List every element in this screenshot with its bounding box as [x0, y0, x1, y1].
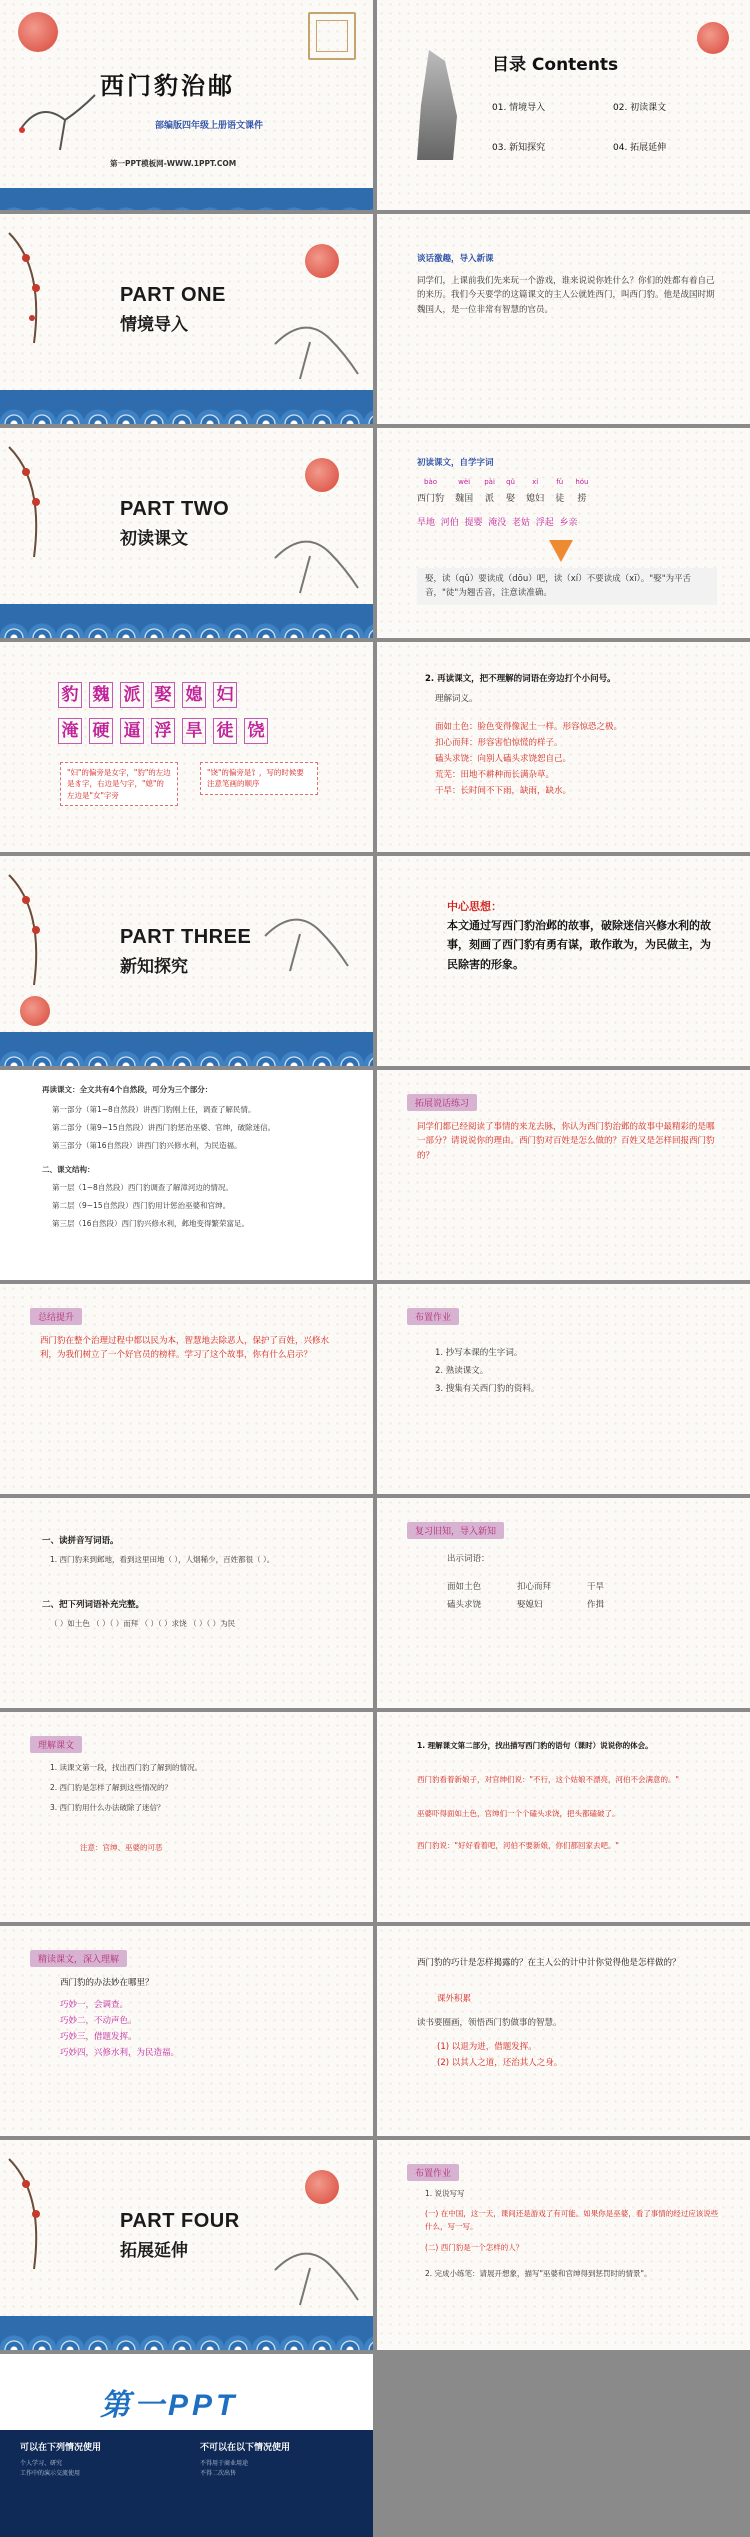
hw-item-1: 1. 抄写本课的生字词。	[435, 1348, 523, 1358]
assign-2: (一) 在中国，这一天，课间还是游戏了有可能。如果你是巫婆，看了事情的经过应该说些什么，写一写。	[425, 2209, 719, 2231]
exercise-line-1: 1. 西门豹来到邺地，看到这里田地（ ），人烟稀少，百姓都很（ ）。	[50, 1555, 275, 1564]
plum-branch-icon	[4, 870, 74, 990]
char-row-2	[58, 718, 275, 744]
item-2: (2) 以其人之道，还治其人之身。	[437, 2058, 563, 2068]
word-3: pài 派	[484, 478, 495, 504]
section-tag: 理解课文	[30, 1736, 82, 1753]
line-6: 第一层（1~8自然段）西门豹调查了解漳河边的情况。	[52, 1183, 233, 1192]
slide-speaking[interactable]	[377, 1070, 750, 1280]
word-1: bào 西门豹	[417, 478, 445, 504]
slide-understand[interactable]	[0, 1712, 373, 1922]
pronunciation-note: 娶，读（qǔ）要读成（dōu）吧，读（xí）不要读成（xī）。"娶"为平舌音，"徒"为翘舌音，注意读准确。	[417, 568, 717, 605]
review-label: 出示词语：	[447, 1554, 490, 1564]
def-2: 扣心而拜：形容害怕惊慌的样子。	[435, 738, 563, 748]
part-title-en: PART TWO	[120, 498, 230, 520]
char-cell: 娶	[151, 682, 175, 708]
word-4: qǔ 娶	[506, 478, 516, 504]
section-tag: 布置作业	[407, 2164, 459, 2181]
section-tag: 精读课文，深入理解	[30, 1950, 127, 1967]
char-cell: 浮	[151, 718, 175, 744]
body-text: 读书要圈画，领悟西门豹做事的智慧。	[417, 2018, 562, 2028]
part-title-en: PART ONE	[120, 284, 226, 306]
wave-decoration	[0, 604, 373, 638]
allowed-title: 可以在下列情况使用	[20, 2443, 102, 2453]
word-5: xí 媳妇	[526, 478, 545, 504]
def-4: 荒芜：田地不耕种而长满杂草。	[435, 770, 555, 780]
crane-icon	[260, 906, 350, 976]
menu-item-4[interactable]: 04. 拓展延伸	[613, 143, 667, 153]
slide-homework[interactable]	[377, 1284, 750, 1494]
allowed-line-1: 个人学习、研究	[20, 2460, 63, 2467]
highlight-note: 注意：官绅、巫婆的可恶	[80, 1843, 163, 1852]
slide-part-three[interactable]	[0, 856, 373, 1066]
slide-part-four[interactable]	[0, 2140, 373, 2350]
point-1: 巧妙一，会调查。	[60, 2000, 129, 2010]
menu-item-1[interactable]: 01. 情境导入	[492, 103, 546, 113]
section-tag: 课外积累	[437, 1994, 472, 2004]
point-2: 巧妙二，不动声色。	[60, 2016, 137, 2026]
section-tag: 谈话激趣，导入新课	[417, 254, 494, 264]
slide-assignment[interactable]	[377, 2140, 750, 2350]
def-1: 面如土色：脸色变得像泥土一样。形容惊恐之极。	[435, 722, 623, 732]
menu-item-3[interactable]: 03. 新知探究	[492, 143, 546, 153]
question: 2. 再读课文，把不理解的词语在旁边打个小问号。	[425, 674, 616, 684]
mountain-icon	[417, 50, 457, 160]
part-title-en: PART FOUR	[120, 2210, 240, 2232]
char-cell: 淹	[58, 718, 82, 744]
review-word-4: 磕头求饶	[447, 1600, 482, 1610]
plum-branch-icon	[4, 2154, 74, 2274]
line-3: 第二部分（第9~15自然段）讲西门豹惩治巫婆、官绅，破除迷信。	[52, 1123, 276, 1132]
slide-extension[interactable]	[377, 1926, 750, 2136]
slide-vocab[interactable]	[377, 428, 750, 638]
question: 1. 理解课文第二部分，找出描写西门豹的语句（课时）说说你的体会。	[417, 1741, 653, 1750]
wave-decoration	[0, 2316, 373, 2350]
review-word-2: 扣心而拜	[517, 1582, 552, 1592]
section-tag: 复习旧知，导入新知	[407, 1522, 504, 1539]
forbidden-line-2: 不得二次出售	[200, 2470, 237, 2477]
exercise-heading-2: 二、把下列词语补充完整。	[42, 1600, 145, 1610]
window-lattice-icon	[308, 12, 356, 60]
brand-logo: 第一PPT	[100, 2389, 239, 2422]
slide-close-reading[interactable]	[0, 1926, 373, 2136]
arrow-down-icon	[549, 540, 573, 562]
body-text: 同学们都已经阅读了事情的来龙去脉，你认为西门豹治邺的故事中最精彩的是哪一部分？请说说你的理由。西门豹对百姓是怎么做的？百姓又是怎样回报西门豹的？	[417, 1122, 715, 1161]
slide-summary[interactable]	[0, 1284, 373, 1494]
slide-part-one[interactable]	[0, 214, 373, 424]
wave-decoration	[0, 1032, 373, 1066]
word-2: wèi 魏国	[455, 478, 474, 504]
body-text: 同学们，上课前我们先来玩一个游戏，谁来说说你姓什么？你们的姓都有着自己的来历。我们今天要学的这篇课文的主人公就姓西门，叫西门豹。他是战国时期魏国人，是一位非常有智慧的官员。	[417, 276, 715, 315]
sun-icon	[20, 996, 50, 1026]
forbidden-line-1: 不得用于商业用途	[200, 2460, 249, 2467]
crane-icon	[270, 2240, 360, 2310]
word-6: fù 徒	[555, 478, 565, 504]
section-tag: 初读课文，自学字词	[417, 458, 494, 468]
footer-logo-area	[0, 2354, 373, 2430]
line-7: 第二层（9~15自然段）西门豹用计惩治巫婆和官绅。	[52, 1201, 231, 1210]
question: 西门豹的办法妙在哪里？	[60, 1978, 154, 1988]
assign-3: (二) 西门豹是一个怎样的人？	[425, 2243, 524, 2252]
exercise-line-2: （ ）如土色 （ ）（ ）而拜 （ ）（ ）求饶 （ ）（ ）为民	[50, 1619, 236, 1628]
slide-footer[interactable]	[0, 2354, 373, 2537]
sun-icon	[697, 22, 729, 54]
note-box-2: "饶"的偏旁是饣，写的时候要注意笔画的顺序	[200, 762, 318, 795]
def-5: 干旱：长时间不下雨，缺雨，缺水。	[435, 786, 572, 796]
slide-structure[interactable]	[0, 1070, 373, 1280]
section-tag: 布置作业	[407, 1308, 459, 1325]
section-tag: 拓展说话练习	[407, 1094, 477, 1111]
question: 西门豹的巧计是怎样揭露的？在主人公的计中计你觉得他是怎样做的？	[417, 1958, 681, 1968]
slide-exercises[interactable]	[0, 1498, 373, 1708]
line-2: 2. 西门豹是怎样了解到这些情况的？	[50, 1783, 173, 1792]
word-row-2: 旱地 河伯 提婴 淹没 老姑 浮起 乡亲	[417, 518, 578, 528]
slide-central-idea[interactable]	[377, 856, 750, 1066]
slide-subtitle: 部编版四年级上册语文课件	[155, 121, 264, 131]
plum-branch-icon	[4, 442, 74, 562]
slide-title[interactable]	[0, 0, 373, 210]
subheading: 理解词义。	[435, 694, 478, 704]
char-cell: 饶	[244, 718, 268, 744]
sun-icon	[305, 2170, 339, 2204]
part-title-en: PART THREE	[120, 926, 252, 948]
footer-info	[0, 2430, 373, 2537]
quote-2: 巫婆吓得面如土色，官绅们一个个磕头求饶，把头都磕破了。	[417, 1809, 620, 1818]
item-1: (1) 以退为进，借题发挥。	[437, 2042, 537, 2052]
char-row-1	[58, 682, 244, 708]
slide-title-text: 西门豹治邮	[100, 72, 235, 100]
assign-4: 2. 完成小练笔：请展开想象，描写"巫婆和官绅得到惩罚时的情景"。	[425, 2269, 652, 2278]
part-title-zh: 新知探究	[120, 957, 188, 977]
part-title-zh: 初读课文	[120, 529, 188, 549]
line-8: 第三层（16自然段）西门豹兴修水利，邺地变得繁荣富足。	[52, 1219, 250, 1228]
char-cell: 徒	[213, 718, 237, 744]
char-cell: 逼	[120, 718, 144, 744]
part-title-zh: 情境导入	[120, 315, 188, 335]
point-4: 巧妙四，兴修水利，为民造福。	[60, 2048, 180, 2058]
crane-icon	[270, 528, 360, 598]
section-tag: 中心思想：	[447, 900, 502, 913]
section-tag: 总结提升	[30, 1308, 82, 1325]
review-word-6: 作揖	[587, 1600, 605, 1610]
sun-icon	[305, 458, 339, 492]
crane-icon	[270, 314, 360, 384]
quote-1: 西门豹看着新娘子，对官绅们说："不行，这个姑娘不漂亮，河伯不会满意的。"	[417, 1775, 679, 1784]
char-cell: 硬	[89, 718, 113, 744]
char-cell: 魏	[89, 682, 113, 708]
pinyin-row	[417, 478, 717, 505]
char-cell: 妇	[213, 682, 237, 708]
slide-characters[interactable]	[0, 642, 373, 852]
char-cell: 媳	[182, 682, 206, 708]
crane-icon	[10, 90, 100, 160]
line-4: 第三部分（第16自然段）讲西门豹兴修水利，为民造福。	[52, 1141, 242, 1150]
forbidden-title: 不可以在以下情况使用	[200, 2443, 291, 2453]
review-word-1: 面如土色	[447, 1582, 482, 1592]
hw-item-3: 3. 搜集有关西门豹的资料。	[435, 1384, 540, 1394]
char-cell: 旱	[182, 718, 206, 744]
line-3: 3. 西门豹用什么办法破除了迷信？	[50, 1803, 165, 1812]
slide-review[interactable]	[377, 1498, 750, 1708]
slide-analysis[interactable]	[377, 1712, 750, 1922]
def-3: 磕头求饶：向别人磕头求饶恕自己。	[435, 754, 572, 764]
sun-icon	[18, 12, 58, 52]
char-cell: 豹	[58, 682, 82, 708]
slide-contents[interactable]	[377, 0, 750, 210]
review-word-5: 娶媳妇	[517, 1600, 543, 1610]
body-text: 西门豹在整个治理过程中都以民为本，智慧地去除恶人，保护了百姓，兴修水利，为我们树立了一个好官员的榜样。学习了这个故事，你有什么启示？	[40, 1336, 330, 1361]
slide-definitions[interactable]	[377, 642, 750, 852]
slide-intro[interactable]	[377, 214, 750, 424]
wave-decoration	[0, 390, 373, 424]
line-2: 第一部分（第1~8自然段）讲西门豹刚上任，调查了解民情。	[52, 1105, 256, 1114]
exercise-heading-1: 一、读拼音写词语。	[42, 1536, 119, 1546]
menu-item-2[interactable]: 02. 初读课文	[613, 103, 667, 113]
hw-item-2: 2. 熟读课文。	[435, 1366, 489, 1376]
assign-1: 1. 说说写写	[425, 2189, 465, 2198]
sun-icon	[305, 244, 339, 278]
point-3: 巧妙三，借题发挥。	[60, 2032, 137, 2042]
slide-part-two[interactable]	[0, 428, 373, 638]
part-title-zh: 拓展延伸	[120, 2241, 188, 2261]
char-cell: 派	[120, 682, 144, 708]
contents-heading: 目录 Contents	[492, 55, 619, 75]
body-text: 本文通过写西门豹治邺的故事，破除迷信兴修水利的故事，刻画了西门豹有勇有谋，敢作敢为，为民做主，为民除害的形象。	[447, 919, 711, 971]
plum-branch-icon	[4, 228, 74, 348]
line-1: 1. 读课文第一段，找出西门豹了解到的情况。	[50, 1763, 203, 1772]
note-box-1: "妇"的偏旁是女字，"豹"的左边是豸字，右边是勺字，"媳"的左边是"女"字旁	[60, 762, 178, 806]
allowed-line-2: 工作中的演示交流使用	[20, 2470, 81, 2477]
slide-site: 第一PPT模板网-WWW.1PPT.COM	[110, 159, 237, 168]
word-7: hóu 捞	[575, 478, 589, 504]
wave-decoration	[0, 188, 373, 210]
review-word-3: 干旱	[587, 1582, 605, 1592]
line-1: 再读课文：全文共有4个自然段，可分为三个部分：	[42, 1085, 213, 1094]
line-5: 二、课文结构：	[42, 1165, 95, 1174]
quote-3: 西门豹说："好好看着吧，河伯不要新娘，你们都回家去吧。"	[417, 1841, 619, 1850]
